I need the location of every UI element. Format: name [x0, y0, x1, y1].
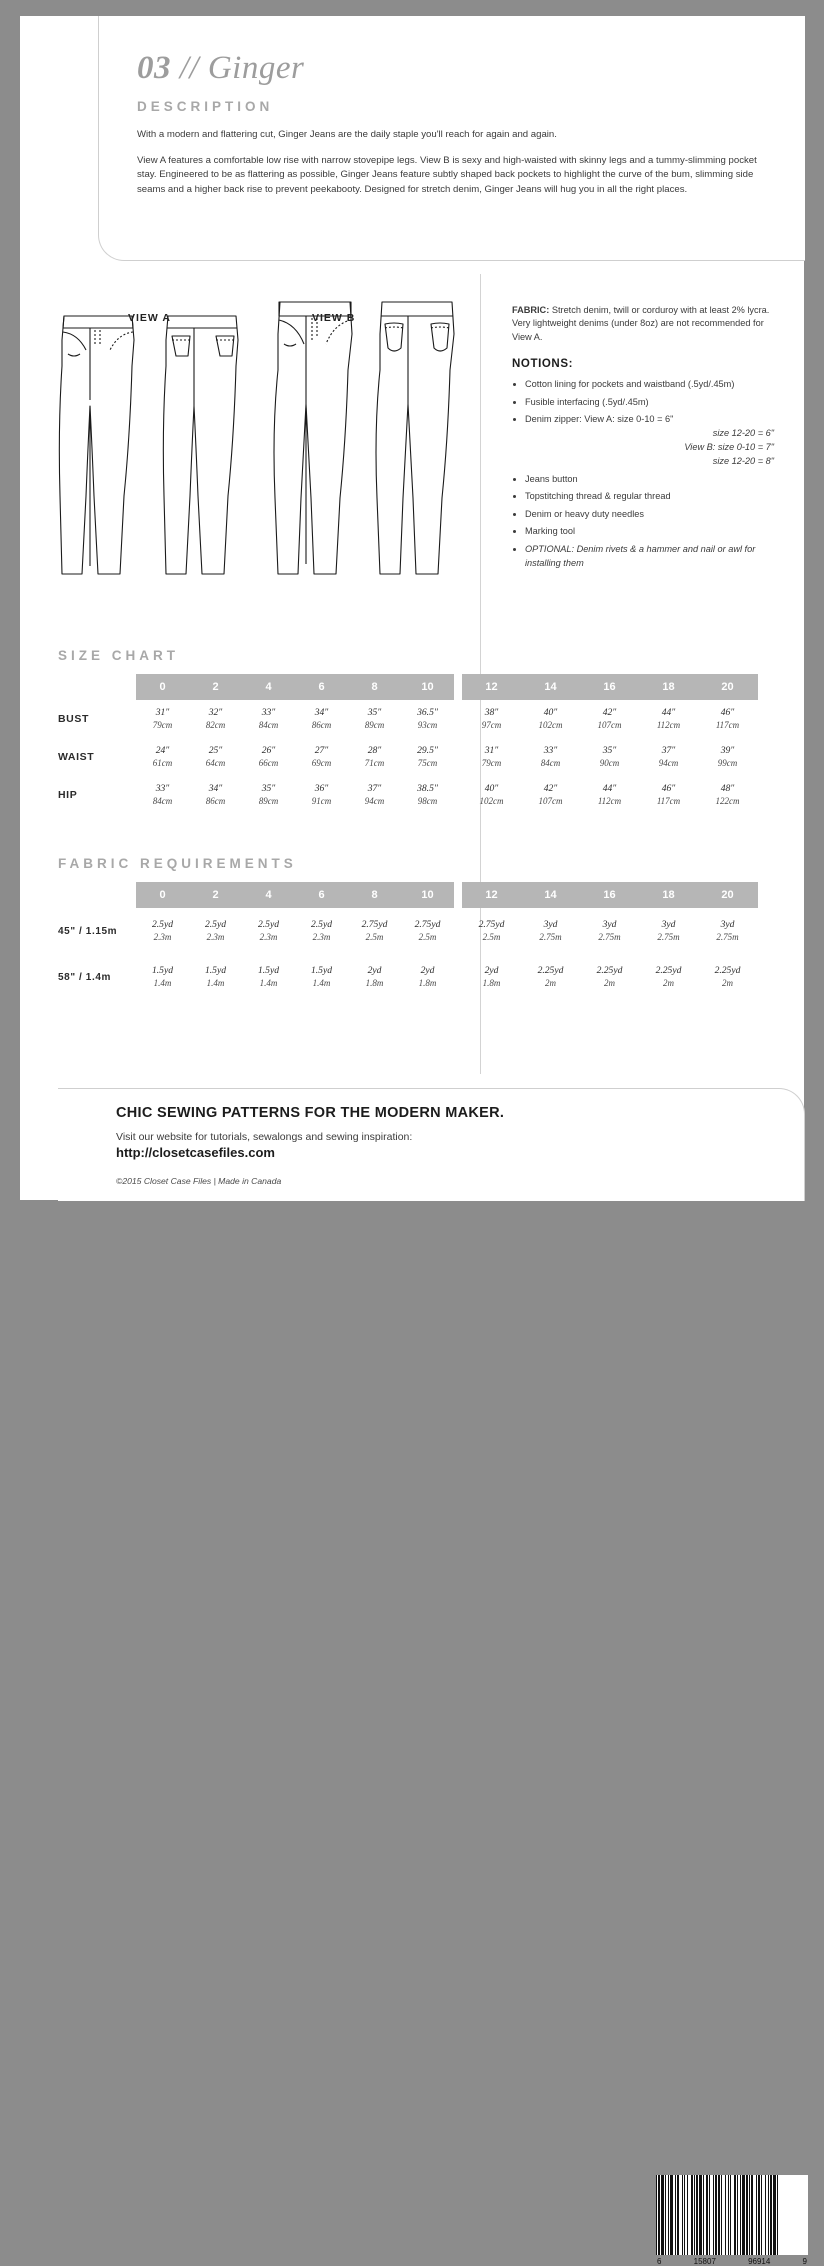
size-header-cell: 18	[662, 889, 675, 901]
cell	[580, 745, 639, 770]
size-header-cell: 2	[212, 889, 219, 901]
cell-metres: 2.3m	[259, 932, 278, 942]
list-item: • Cotton lining for pockets and waistband (.5yd/.45m)	[525, 377, 780, 391]
size-header-cell: 6	[318, 889, 325, 901]
zipper-line-1: Denim zipper: View A: size 0-10 = 6"	[525, 414, 674, 425]
cell	[242, 919, 295, 944]
cell-yards: 2.25yd	[714, 964, 741, 976]
barcode-digit: 15807	[693, 2257, 716, 2266]
cell-inch: 33"	[543, 744, 558, 756]
cell-cm: 91cm	[311, 796, 332, 806]
list-item: • Marking tool	[525, 524, 780, 538]
cell-yards: 3yd	[720, 918, 735, 930]
cell-cm: 97cm	[481, 720, 502, 730]
cell	[189, 919, 242, 944]
table-row	[58, 738, 766, 776]
cell-yards: 2.25yd	[596, 964, 623, 976]
row-label: BUST	[58, 713, 89, 725]
cell-cm: 94cm	[364, 796, 385, 806]
cell-inch: 40"	[543, 706, 558, 718]
cell-inch: 31"	[155, 706, 170, 718]
cell-metres: 2m	[604, 978, 615, 988]
size-header-cell: 12	[485, 681, 498, 693]
barcode-digit: 96914	[748, 2257, 771, 2266]
size-header-cell: 8	[371, 681, 378, 693]
fabric-header-left	[136, 882, 454, 908]
size-header-cell: 12	[485, 889, 498, 901]
cell	[521, 783, 580, 808]
cell-metres: 2m	[545, 978, 556, 988]
cell	[136, 707, 189, 732]
cell	[401, 745, 454, 770]
cell	[189, 783, 242, 808]
cell-cm: 86cm	[205, 796, 226, 806]
cell-cm: 102cm	[479, 796, 504, 806]
cell-yards: 3yd	[661, 918, 676, 930]
cell-yards: 2.5yd	[151, 918, 174, 930]
row-label: 45" / 1.15m	[58, 925, 118, 937]
cell-yards: 3yd	[543, 918, 558, 930]
line-drawings-svg	[50, 296, 470, 596]
cell	[348, 707, 401, 732]
row-left-cells	[136, 745, 454, 770]
barcode-bars	[656, 2175, 808, 2255]
cell-metres: 2.3m	[206, 932, 225, 942]
cell-metres: 2.3m	[312, 932, 331, 942]
list-item	[525, 542, 780, 570]
cell-inch: 42"	[543, 782, 558, 794]
row-right-cells	[462, 783, 758, 808]
visit-text: Visit our website for tutorials, sewalongs and sewing inspiration:	[116, 1131, 413, 1143]
cell-inch: 35"	[261, 782, 276, 794]
cell-cm: 86cm	[311, 720, 332, 730]
cell	[295, 965, 348, 990]
cell-yards: 2yd	[367, 964, 382, 976]
row-left-cells	[136, 919, 454, 944]
header-panel	[98, 16, 805, 261]
cell	[242, 783, 295, 808]
table-row	[58, 954, 766, 1000]
size-chart-heading: SIZE CHART	[58, 648, 179, 663]
cell-metres: 1.4m	[259, 978, 278, 988]
cell	[348, 783, 401, 808]
tagline: CHIC SEWING PATTERNS FOR THE MODERN MAKER.	[116, 1105, 505, 1121]
cell-inch: 35"	[367, 706, 382, 718]
cell-cm: 84cm	[540, 758, 561, 768]
cell-inch: 24"	[155, 744, 170, 756]
row-right-cells	[462, 707, 758, 732]
cell-inch: 46"	[720, 706, 735, 718]
cell-cm: 71cm	[364, 758, 385, 768]
cell	[189, 965, 242, 990]
row-label: HIP	[58, 789, 78, 801]
cell	[462, 707, 521, 732]
size-header-cell: 0	[159, 681, 166, 693]
cell-inch: 44"	[661, 706, 676, 718]
zipper-line-2: size 12-20 = 6"	[712, 428, 774, 439]
cell-yards: 2yd	[484, 964, 499, 976]
list-item: • Fusible interfacing (.5yd/.45m)	[525, 395, 780, 409]
cell-cm: 99cm	[717, 758, 738, 768]
cell-inch: 33"	[155, 782, 170, 794]
cell	[580, 965, 639, 990]
cell-metres: 2m	[722, 978, 733, 988]
cell-inch: 44"	[602, 782, 617, 794]
cell-yards: 2.5yd	[310, 918, 333, 930]
cell-metres: 1.8m	[482, 978, 501, 988]
pattern-envelope-back	[20, 16, 807, 2266]
cell-cm: 112cm	[656, 720, 681, 730]
cell	[189, 745, 242, 770]
size-header-left	[136, 674, 454, 700]
view-b-front	[274, 302, 352, 574]
size-header-cell: 4	[265, 889, 272, 901]
cell-yards: 1.5yd	[310, 964, 333, 976]
zipper-line-4: size 12-20 = 8"	[712, 456, 774, 467]
cell-inch: 36.5"	[417, 706, 438, 718]
pattern-number: 03	[137, 50, 171, 86]
copyright-text: ©2015 Closet Case Files | Made in Canada	[116, 1176, 282, 1186]
cell-metres: 1.8m	[365, 978, 384, 988]
cell-metres: 2.75m	[657, 932, 680, 942]
cell-inch: 25"	[208, 744, 223, 756]
fabric-note	[512, 304, 780, 344]
cell-inch: 28"	[367, 744, 382, 756]
cell	[521, 919, 580, 944]
header-content	[137, 50, 757, 208]
cell	[639, 783, 698, 808]
cell-yards: 2.5yd	[257, 918, 280, 930]
technical-drawings	[50, 296, 470, 616]
size-header-cell: 14	[544, 681, 557, 693]
cell-cm: 90cm	[599, 758, 620, 768]
cell-cm: 79cm	[152, 720, 173, 730]
view-a-back	[163, 316, 238, 574]
cell-yards: 2.75yd	[478, 918, 505, 930]
cell-inch: 34"	[208, 782, 223, 794]
cell-cm: 82cm	[205, 720, 226, 730]
title-separator: //	[179, 50, 200, 86]
optional-note: OPTIONAL: Denim rivets & a hammer and nail or awl for installing them	[525, 543, 756, 568]
cell-yards: 1.5yd	[204, 964, 227, 976]
view-a-label: VIEW A	[128, 312, 171, 324]
cell-metres: 2.75m	[716, 932, 739, 942]
cell-cm: 69cm	[311, 758, 332, 768]
table-row	[58, 700, 766, 738]
cell	[295, 783, 348, 808]
fabric-header-row	[58, 882, 766, 908]
view-a-front	[59, 316, 134, 574]
view-b-label: VIEW B	[312, 312, 356, 324]
cell-cm: 93cm	[417, 720, 438, 730]
size-chart-table	[58, 674, 766, 814]
row-label: WAIST	[58, 751, 95, 763]
cell-inch: 29.5"	[417, 744, 438, 756]
list-item: • Denim or heavy duty needles	[525, 507, 780, 521]
size-header-right	[462, 674, 758, 700]
cell	[698, 745, 757, 770]
cell-cm: 61cm	[152, 758, 173, 768]
cell	[521, 707, 580, 732]
cell-yards: 3yd	[602, 918, 617, 930]
cell	[242, 745, 295, 770]
size-header-cell: 16	[603, 889, 616, 901]
cell-cm: 122cm	[715, 796, 740, 806]
size-header-cell: 18	[662, 681, 675, 693]
cell	[639, 707, 698, 732]
cell-cm: 117cm	[715, 720, 740, 730]
size-chart-header-row	[58, 674, 766, 700]
cell-inch: 27"	[314, 744, 329, 756]
cell-inch: 38"	[484, 706, 499, 718]
fabric-requirements-table	[58, 882, 766, 1000]
size-header-cell: 8	[371, 889, 378, 901]
cell-cm: 107cm	[597, 720, 622, 730]
cell-inch: 36"	[314, 782, 329, 794]
cell-cm: 89cm	[364, 720, 385, 730]
cell-yards: 2.25yd	[537, 964, 564, 976]
cell-cm: 94cm	[658, 758, 679, 768]
cell-inch: 42"	[602, 706, 617, 718]
footer-panel	[58, 1088, 807, 2266]
size-header-cell: 4	[265, 681, 272, 693]
cell	[521, 745, 580, 770]
cell	[401, 707, 454, 732]
cell-inch: 38.5"	[417, 782, 438, 794]
cell	[295, 745, 348, 770]
cell	[295, 707, 348, 732]
cell-cm: 112cm	[597, 796, 622, 806]
cell-yards: 1.5yd	[257, 964, 280, 976]
cell-cm: 107cm	[538, 796, 563, 806]
cell	[639, 919, 698, 944]
fabric-text: Stretch denim, twill or corduroy with at least 2% lycra. Very lightweight denims (under 8oz) are not recommended for View A.	[512, 305, 770, 342]
cell-metres: 2.5m	[482, 932, 501, 942]
fabric-header-right	[462, 882, 758, 908]
cell-metres: 2m	[663, 978, 674, 988]
cell-inch: 32"	[208, 706, 223, 718]
description-paragraph-1: With a modern and flattering cut, Ginger Jeans are the daily staple you'll reach for again and again.	[137, 129, 557, 140]
cell	[136, 919, 189, 944]
cell-metres: 1.4m	[206, 978, 225, 988]
cell	[462, 745, 521, 770]
cell	[136, 745, 189, 770]
cell	[348, 745, 401, 770]
notions-list	[512, 377, 780, 570]
cell-inch: 40"	[484, 782, 499, 794]
cell-metres: 2.75m	[598, 932, 621, 942]
row-left-cells	[136, 783, 454, 808]
page-title	[137, 50, 757, 87]
cell	[136, 965, 189, 990]
cell-yards: 2.75yd	[361, 918, 388, 930]
cell-metres: 2.75m	[539, 932, 562, 942]
cell	[639, 745, 698, 770]
cell	[242, 707, 295, 732]
cell	[639, 965, 698, 990]
notions-heading: NOTIONS:	[512, 358, 574, 371]
view-b-back	[376, 302, 454, 574]
cell	[580, 783, 639, 808]
cell-cm: 98cm	[417, 796, 438, 806]
cell-metres: 2.5m	[365, 932, 384, 942]
barcode-digits	[656, 2257, 808, 2266]
cell-inch: 31"	[484, 744, 499, 756]
cell-cm: 117cm	[656, 796, 681, 806]
description-body	[137, 128, 757, 197]
cell-cm: 64cm	[205, 758, 226, 768]
cell-metres: 2.5m	[418, 932, 437, 942]
cell	[401, 783, 454, 808]
website-url[interactable]: http://closetcasefiles.com	[116, 1145, 275, 1160]
cell-yards: 2yd	[420, 964, 435, 976]
cell	[698, 707, 757, 732]
cell	[136, 783, 189, 808]
cell-yards: 2.75yd	[414, 918, 441, 930]
barcode	[656, 2175, 808, 2266]
description-heading: DESCRIPTION	[137, 99, 274, 114]
cell	[698, 783, 757, 808]
size-header-cell: 20	[721, 681, 734, 693]
size-header-cell: 14	[544, 889, 557, 901]
cell-metres: 1.4m	[153, 978, 172, 988]
cell-cm: 84cm	[258, 720, 279, 730]
zipper-line-3: View B: size 0-10 = 7"	[684, 442, 774, 453]
cell	[401, 919, 454, 944]
cell-inch: 39"	[720, 744, 735, 756]
cell-yards: 1.5yd	[151, 964, 174, 976]
cell	[698, 965, 757, 990]
cell-yards: 2.25yd	[655, 964, 682, 976]
size-header-cell: 6	[318, 681, 325, 693]
table-row	[58, 776, 766, 814]
cell	[580, 707, 639, 732]
size-header-cell: 2	[212, 681, 219, 693]
cell	[295, 919, 348, 944]
cell	[348, 919, 401, 944]
table-row	[58, 908, 766, 954]
cell-inch: 37"	[661, 744, 676, 756]
cell-inch: 33"	[261, 706, 276, 718]
cell	[698, 919, 757, 944]
cell-cm: 102cm	[538, 720, 563, 730]
cell	[242, 965, 295, 990]
cell-inch: 37"	[367, 782, 382, 794]
description-paragraph-2: View A features a comfortable low rise with narrow stovepipe legs. View B is sexy and high-waisted with skinny legs and a tummy-slimming pocket stay. Engineered to be as flattering as possible, Ginger Jeans feature subtly shaped back pockets to highlight the curve of the bum, slimming side seams and a higher back rise to prevent peekabooty. Designed for stretch denim, Ginger Jeans will hug you in all the right places.	[137, 154, 757, 195]
cell-metres: 1.8m	[418, 978, 437, 988]
fabric-requirements-heading: FABRIC REQUIREMENTS	[58, 856, 297, 871]
fabric-notions-block	[512, 304, 780, 573]
size-header-cell: 10	[421, 681, 434, 693]
row-right-cells	[462, 965, 758, 990]
list-item	[525, 412, 780, 468]
row-label: 58" / 1.4m	[58, 971, 111, 983]
size-header-cell: 20	[721, 889, 734, 901]
cell	[462, 965, 521, 990]
cell-inch: 35"	[602, 744, 617, 756]
cell	[462, 783, 521, 808]
cell-cm: 84cm	[152, 796, 173, 806]
list-item: • Topstitching thread & regular thread	[525, 489, 780, 503]
row-right-cells	[462, 745, 758, 770]
cell-metres: 2.3m	[153, 932, 172, 942]
cell-inch: 34"	[314, 706, 329, 718]
cell-yards: 2.5yd	[204, 918, 227, 930]
cell-inch: 48"	[720, 782, 735, 794]
cell	[348, 965, 401, 990]
cell-cm: 79cm	[481, 758, 502, 768]
cell-cm: 89cm	[258, 796, 279, 806]
fabric-label: FABRIC:	[512, 305, 550, 315]
footer-content	[116, 1105, 616, 1186]
list-item: • Jeans button	[525, 472, 780, 486]
cell	[521, 965, 580, 990]
cell-inch: 26"	[261, 744, 276, 756]
barcode-digit: 6	[657, 2257, 662, 2266]
size-header-cell: 16	[603, 681, 616, 693]
row-left-cells	[136, 707, 454, 732]
barcode-digit: 9	[802, 2257, 807, 2266]
cell	[189, 707, 242, 732]
cell-inch: 46"	[661, 782, 676, 794]
cell	[580, 919, 639, 944]
size-header-cell: 0	[159, 889, 166, 901]
cell	[401, 965, 454, 990]
size-header-cell: 10	[421, 889, 434, 901]
row-right-cells	[462, 919, 758, 944]
cell-cm: 75cm	[417, 758, 438, 768]
cell	[462, 919, 521, 944]
cell-metres: 1.4m	[312, 978, 331, 988]
pattern-name: Ginger	[207, 50, 305, 86]
cell-cm: 66cm	[258, 758, 279, 768]
row-left-cells	[136, 965, 454, 990]
